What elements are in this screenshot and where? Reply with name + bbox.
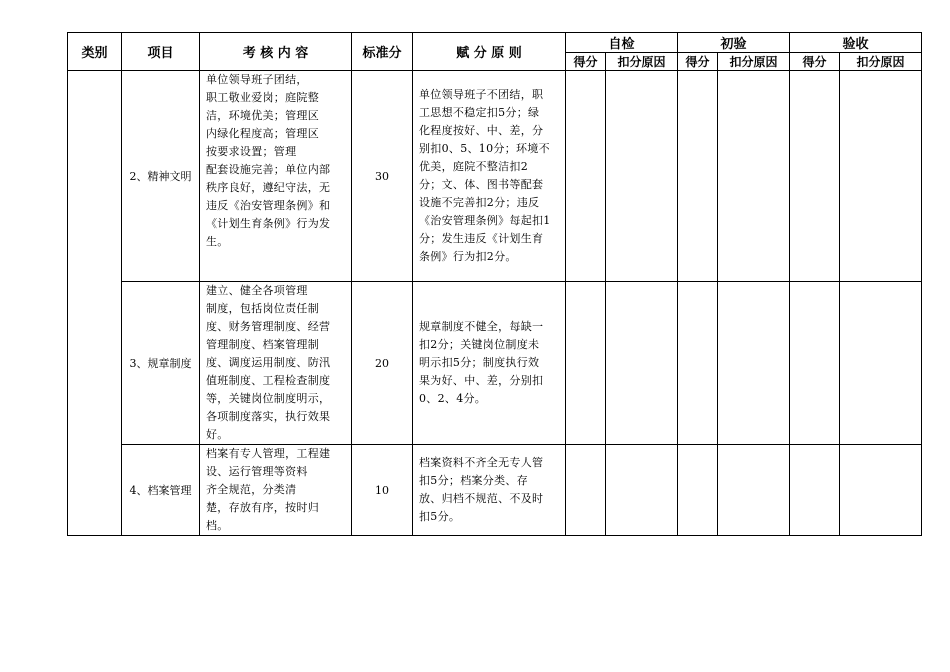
header-category: 类别 bbox=[68, 33, 122, 71]
header-content: 考 核 内 容 bbox=[200, 33, 352, 71]
preliminary-reason-cell[interactable] bbox=[718, 445, 790, 536]
acceptance-reason-cell[interactable] bbox=[840, 445, 922, 536]
header-preliminary-check: 初验 bbox=[678, 33, 790, 53]
table-row bbox=[68, 445, 922, 536]
self-check-reason-cell[interactable] bbox=[606, 282, 678, 445]
header-self-check: 自检 bbox=[566, 33, 678, 53]
acceptance-score-cell[interactable] bbox=[790, 445, 840, 536]
acceptance-score-cell[interactable] bbox=[790, 71, 840, 282]
header-scoring-principle: 赋 分 原 则 bbox=[413, 33, 566, 71]
self-check-reason-cell[interactable] bbox=[606, 71, 678, 282]
principle-text: 档案资料不齐全无专人管 扣5分；档案分类、存 放、归档不规范、不及时 扣5分。 bbox=[419, 456, 544, 523]
preliminary-score-cell[interactable] bbox=[678, 71, 718, 282]
standard-score-cell: 20 bbox=[352, 282, 413, 445]
item-cell: 2、精神文明 bbox=[122, 71, 200, 282]
category-cell bbox=[68, 71, 122, 536]
header-score: 得分 bbox=[566, 53, 606, 71]
self-check-reason-cell[interactable] bbox=[606, 445, 678, 536]
principle-text: 规章制度不健全，每缺一 扣2分；关键岗位制度未 明示扣5分；制度执行效 果为好、中、差，分别扣 0、2、4分。 bbox=[419, 320, 544, 405]
content-cell bbox=[200, 282, 352, 445]
preliminary-score-cell[interactable] bbox=[678, 282, 718, 445]
header-standard-score: 标准分 bbox=[352, 33, 413, 71]
acceptance-reason-cell[interactable] bbox=[840, 282, 922, 445]
scoring-principle-cell bbox=[413, 71, 566, 282]
preliminary-reason-cell[interactable] bbox=[718, 71, 790, 282]
header-deduction-reason: 扣分原因 bbox=[840, 53, 922, 71]
scoring-principle-cell bbox=[413, 282, 566, 445]
acceptance-reason-cell[interactable] bbox=[840, 71, 922, 282]
principle-text: 单位领导班子不团结，职 工思想不稳定扣5分；绿 化程度按好、中、差，分 别扣0、5、10分；环境不 优美，庭院不整洁扣2 分；文、体、图书等配套 设施不完善扣2分；违反 《治安管理条例》每起扣1 分；发生违反《计划生育 条例》行为扣2分。 bbox=[419, 88, 551, 263]
content-text: 单位领导班子团结， 职工敬业爱岗；庭院整 洁，环境优美；管理区 内绿化程度高；管理区 按要求设置；管理 配套设施完善；单位内部 秩序良好，遵纪守法，无 违反《治安管理条例》和 《计划生育条例》行为发 生。 bbox=[206, 73, 331, 248]
table-row bbox=[68, 71, 922, 282]
item-cell: 4、档案管理 bbox=[122, 445, 200, 536]
header-deduction-reason: 扣分原因 bbox=[606, 53, 678, 71]
content-text: 建立、健全各项管理 制度，包括岗位责任制 度、财务管理制度、经营 管理制度、档案管理制 度、调度运用制度、防汛 值班制度、工程检查制度 等，关键岗位制度明示， 各项制度落实，执行效果 好。 bbox=[206, 284, 331, 441]
content-cell bbox=[200, 445, 352, 536]
preliminary-reason-cell[interactable] bbox=[718, 282, 790, 445]
table-header bbox=[68, 33, 922, 71]
preliminary-score-cell[interactable] bbox=[678, 445, 718, 536]
item-cell: 3、规章制度 bbox=[122, 282, 200, 445]
header-score: 得分 bbox=[790, 53, 840, 71]
self-check-score-cell[interactable] bbox=[566, 282, 606, 445]
assessment-table bbox=[67, 32, 922, 536]
header-deduction-reason: 扣分原因 bbox=[718, 53, 790, 71]
self-check-score-cell[interactable] bbox=[566, 445, 606, 536]
scoring-principle-cell bbox=[413, 445, 566, 536]
content-cell bbox=[200, 71, 352, 282]
table-row bbox=[68, 282, 922, 445]
content-text: 档案有专人管理，工程建 设、运行管理等资料 齐全规范，分类清 楚，存放有序，按时归 档。 bbox=[206, 447, 331, 532]
acceptance-score-cell[interactable] bbox=[790, 282, 840, 445]
header-acceptance: 验收 bbox=[790, 33, 922, 53]
standard-score-cell: 30 bbox=[352, 71, 413, 282]
header-score: 得分 bbox=[678, 53, 718, 71]
header-item: 项目 bbox=[122, 33, 200, 71]
self-check-score-cell[interactable] bbox=[566, 71, 606, 282]
standard-score-cell: 10 bbox=[352, 445, 413, 536]
